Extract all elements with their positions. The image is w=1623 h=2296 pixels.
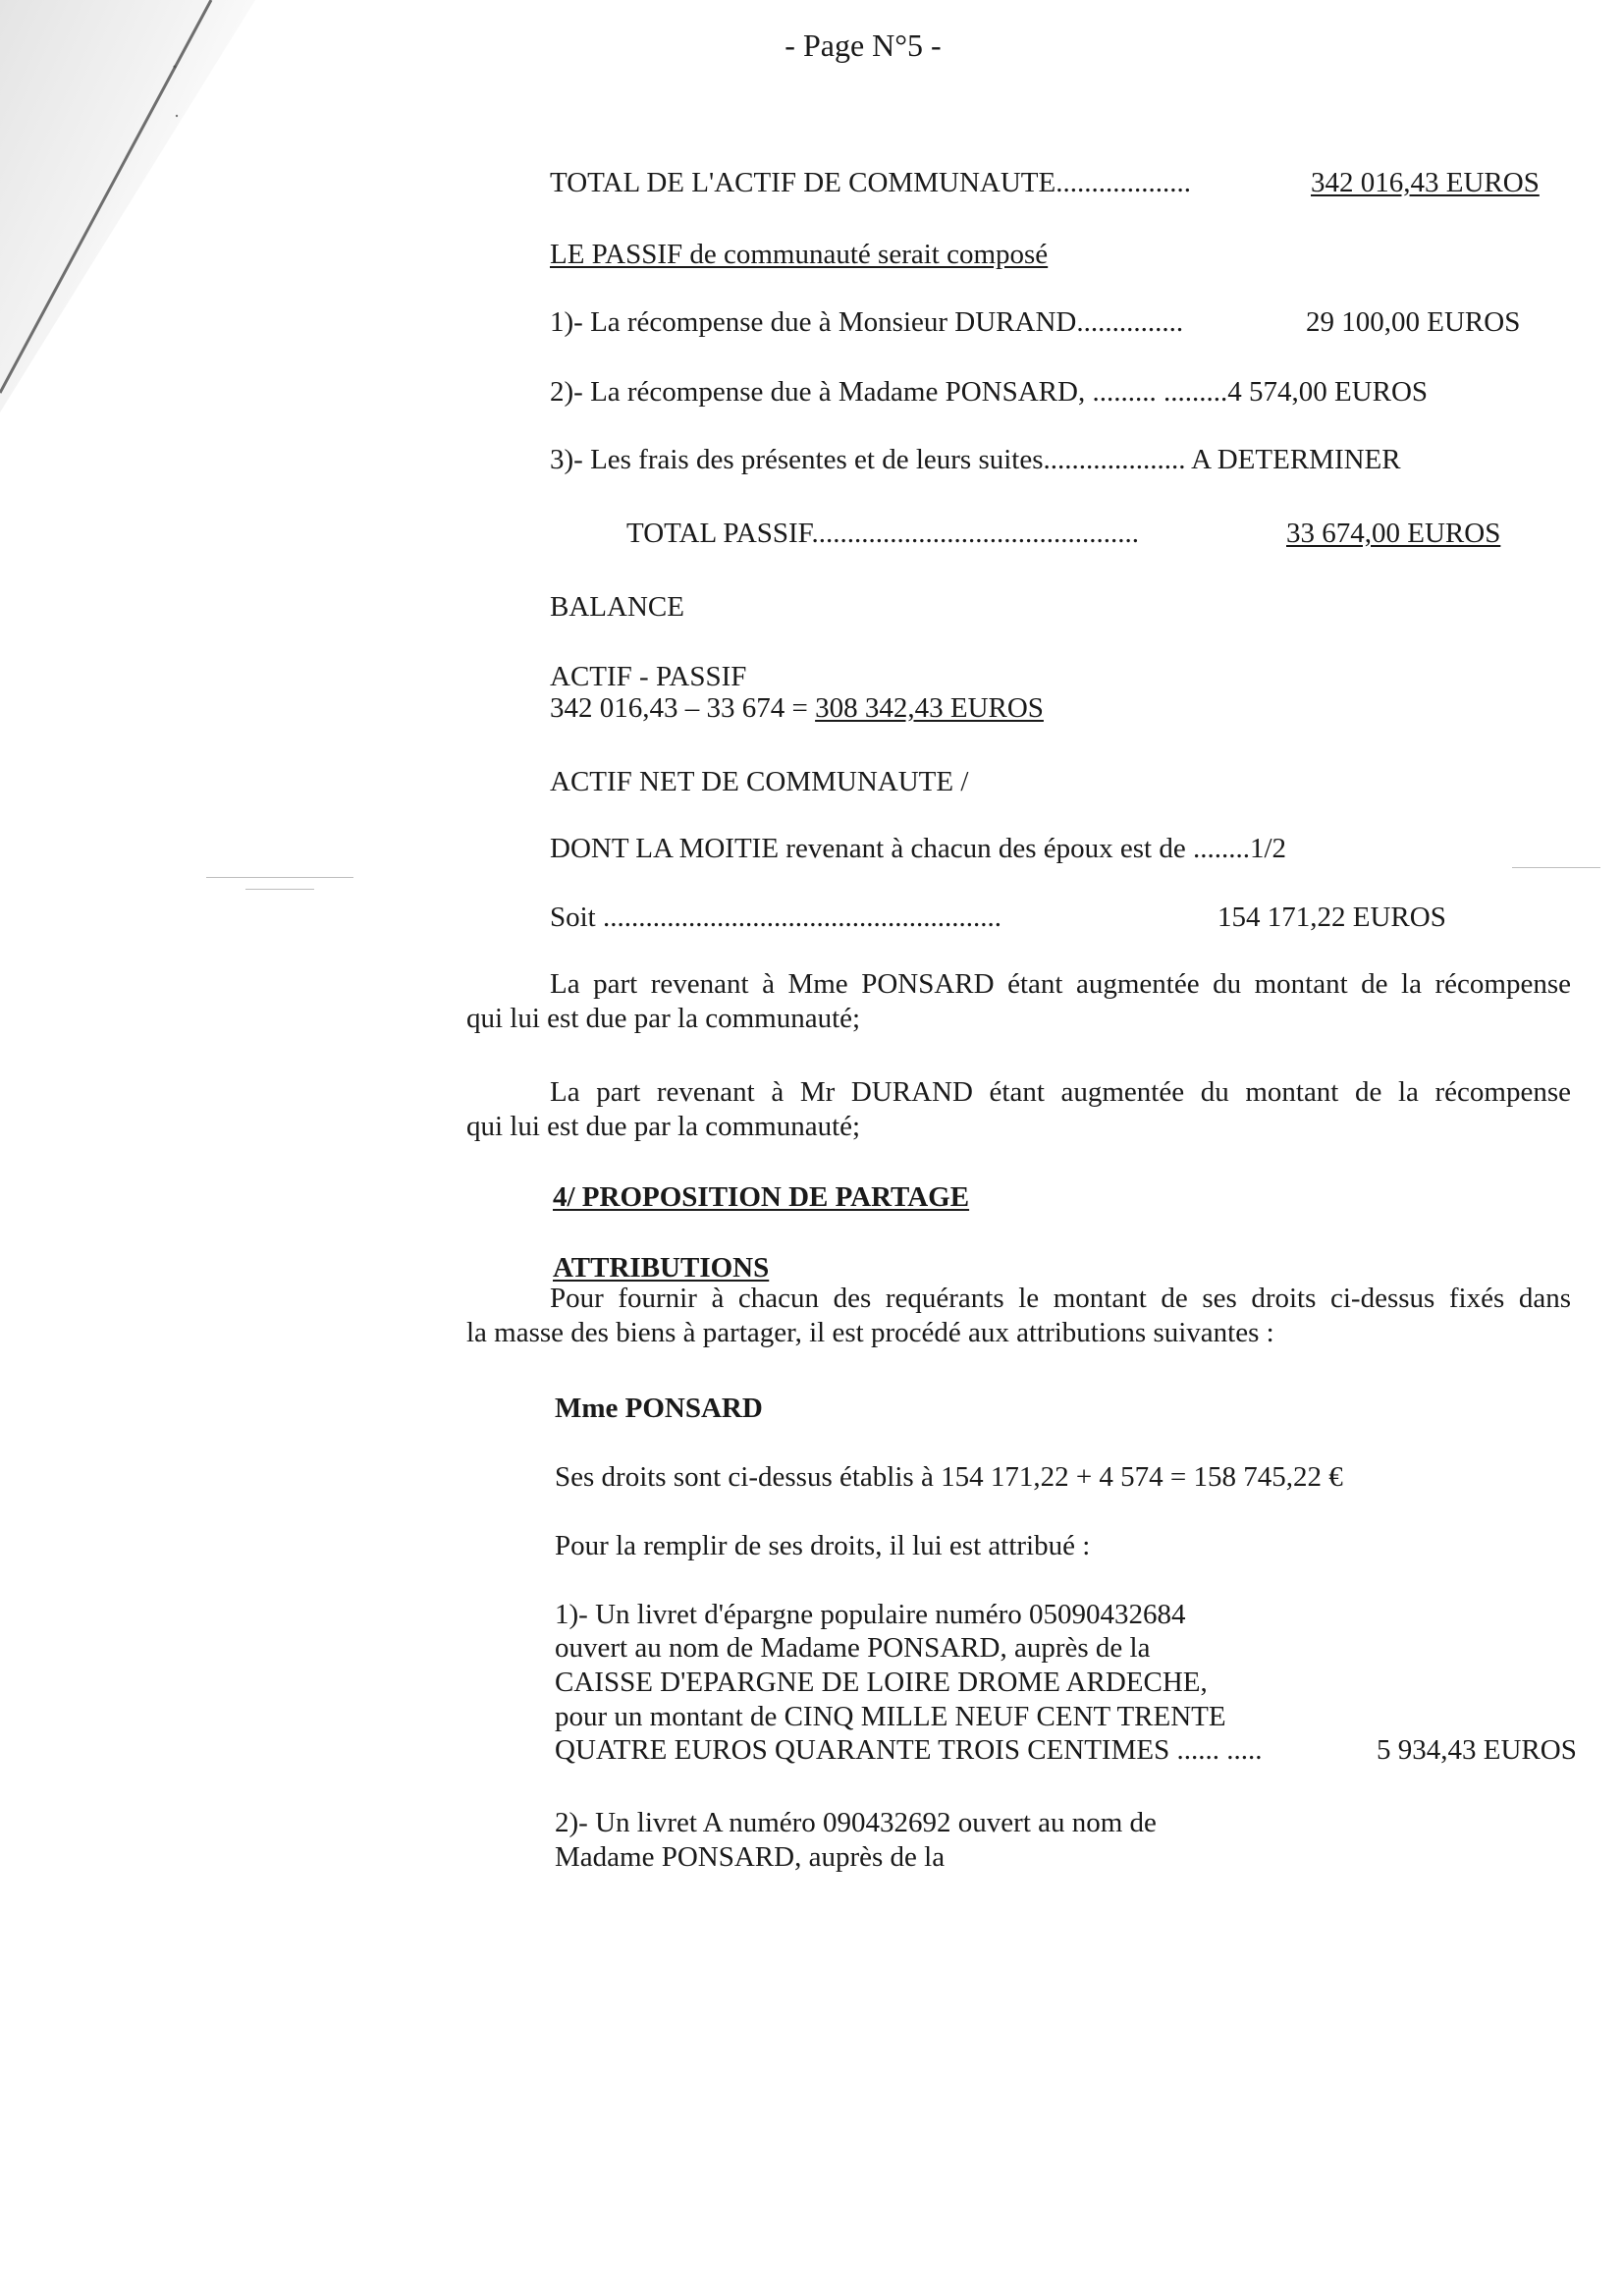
balance-sub: ACTIF - PASSIF [550, 661, 747, 692]
paragraph-durand-line-1: La part revenant à Mr DURAND étant augmentée du montant de la récompense [550, 1076, 1571, 1108]
item2-line-2: Madame PONSARD, auprès de la [555, 1841, 946, 1873]
paragraph-ponsard-line-2: qui lui est due par la communauté; [466, 1003, 861, 1034]
scan-smudge [1512, 867, 1600, 868]
passif-item-3: 3)- Les frais des présentes et de leurs suites.................... A DETERMINER [550, 444, 1401, 475]
attributions-intro [466, 1282, 1571, 1350]
mme-ponsard-remplir: Pour la remplir de ses droits, il lui est attribué : [555, 1530, 1091, 1561]
item1-line-5: QUATRE EUROS QUARANTE TROIS CENTIMES ...... ..... [555, 1734, 1263, 1766]
item1-line-1: 1)- Un livret d'épargne populaire numéro 05090432684 [555, 1599, 1186, 1630]
balance-heading: BALANCE [550, 591, 684, 623]
scan-smudge [206, 877, 353, 878]
passif-item-2: 2)- La récompense due à Madame PONSARD, ......... .........4 574,00 EUROS [550, 376, 1429, 408]
attributions-intro-line-1: Pour fournir à chacun des requérants le montant de ses droits ci-dessus fixés dans [550, 1283, 1571, 1314]
paragraph-ponsard-line-1: La part revenant à Mme PONSARD étant augmentée du montant de la récompense [550, 968, 1571, 1000]
item2-line-1: 2)- Un livret A numéro 090432692 ouvert au nom de [555, 1807, 1157, 1838]
passif-item-1-label: 1)- La récompense due à Monsieur DURAND............... [550, 306, 1184, 338]
passif-total-label: TOTAL PASSIF.............................................. [626, 518, 1139, 549]
balance-calc [550, 692, 1044, 725]
attributions-intro-line-2: la masse des biens à partager, il est procédé aux attributions suivantes : [466, 1317, 1274, 1348]
actif-total-amount: 342 016,43 EUROS [1311, 167, 1540, 198]
scan-smudge [245, 889, 314, 890]
soit-amount: 154 171,22 EUROS [1217, 902, 1446, 933]
item1-line-2: ouvert au nom de Madame PONSARD, auprès de la [555, 1632, 1151, 1664]
item1-line-3: CAISSE D'EPARGNE DE LOIRE DROME ARDECHE, [555, 1667, 1208, 1698]
mme-ponsard-heading: Mme PONSARD [555, 1393, 763, 1424]
paragraph-ponsard [466, 967, 1571, 1036]
balance-calc-prefix: 342 016,43 – 33 674 = [550, 692, 816, 724]
mme-ponsard-droits: Ses droits sont ci-dessus établis à 154 171,22 + 4 574 = 158 745,22 € [555, 1461, 1343, 1493]
passif-heading: LE PASSIF de communauté serait composé [550, 239, 1049, 270]
proposition-heading: 4/ PROPOSITION DE PARTAGE [553, 1181, 970, 1213]
attributions-heading: ATTRIBUTIONS [553, 1252, 770, 1284]
passif-total-amount: 33 674,00 EUROS [1286, 518, 1501, 549]
actif-total-label: TOTAL DE L'ACTIF DE COMMUNAUTE................... [550, 167, 1191, 198]
item1-amount: 5 934,43 EUROS [1377, 1734, 1577, 1766]
page-number: - Page N°5 - [784, 27, 942, 63]
paragraph-durand-line-2: qui lui est due par la communauté; [466, 1111, 861, 1142]
passif-item-1-amount: 29 100,00 EUROS [1306, 306, 1521, 338]
balance-calc-result: 308 342,43 EUROS [815, 692, 1044, 724]
item1-line-4: pour un montant de CINQ MILLE NEUF CENT TRENTE [555, 1701, 1226, 1732]
moitie-line: DONT LA MOITIE revenant à chacun des époux est de ........1/2 [550, 833, 1287, 864]
actif-net: ACTIF NET DE COMMUNAUTE / [550, 766, 969, 797]
soit-label: Soit ........................................................ [550, 902, 1001, 933]
paragraph-durand [466, 1075, 1571, 1144]
